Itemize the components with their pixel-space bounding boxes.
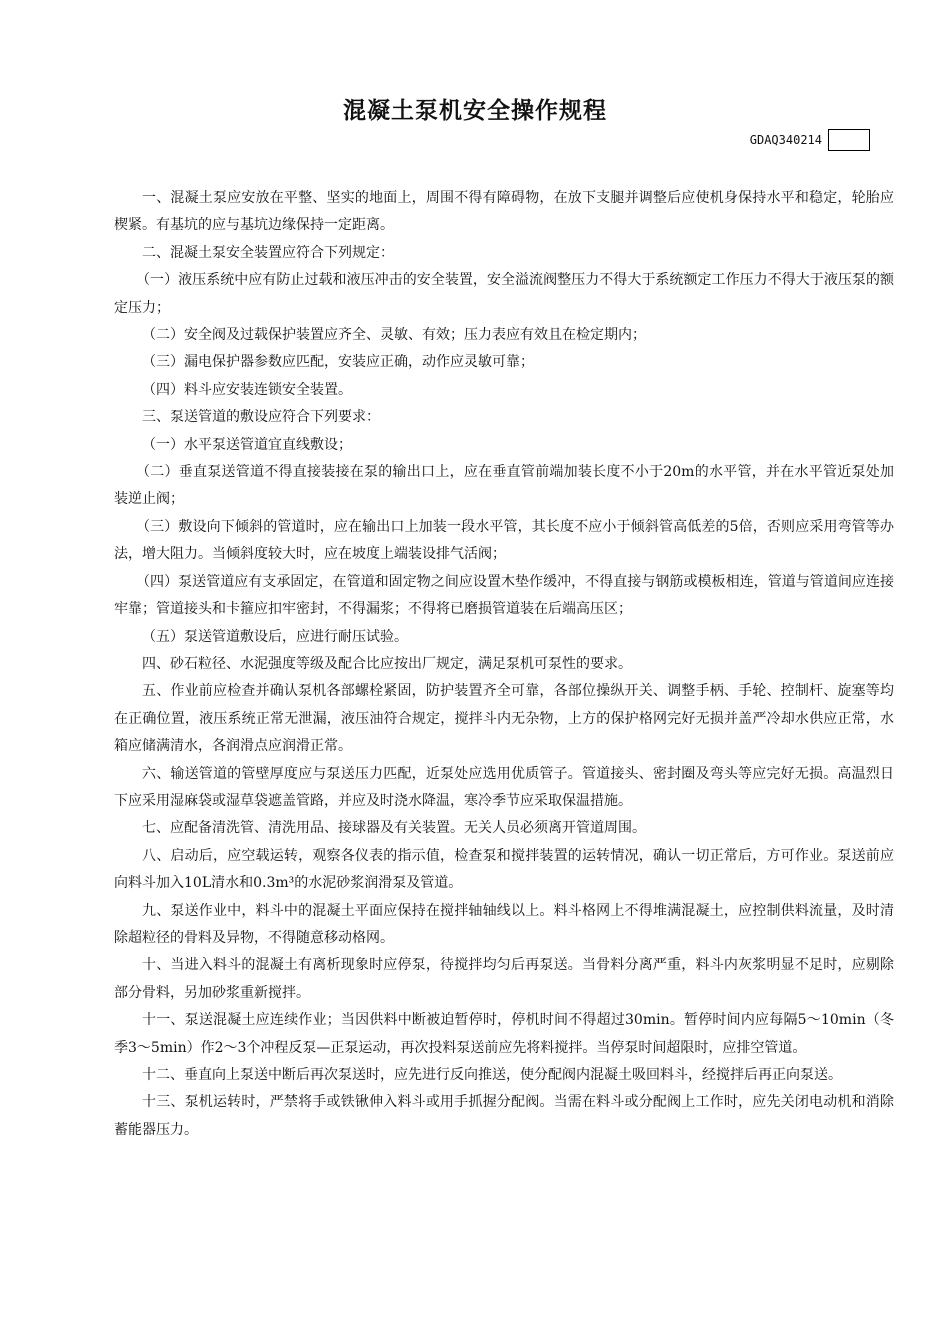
paragraph-6: （四）料斗应安装连锁安全装置。 (142, 381, 352, 398)
code-box (828, 129, 870, 151)
paragraph-13: 四、砂石粒径、水泥强度等级及配合比应按出厂规定，满足泵机可泵性的要求。 (142, 655, 632, 672)
paragraph-7: 三、泵送管道的敷设应符合下列要求： (142, 409, 380, 426)
paragraph-18: 九、泵送作业中，料斗中的混凝土平面应保持在搅拌轴轴线以上。料斗格网上不得堆满混凝土，应控制供料流量，及时清除超粒径的骨料及异物，不得随意移动格网。 (114, 902, 894, 946)
paragraph-16: 七、应配备清洗管、清洗用品、接球器及有关装置。无关人员必须离开管道周围。 (142, 820, 646, 837)
document-code-row (750, 129, 870, 151)
paragraph-8: （一）水平泵送管道宜直线敷设； (142, 436, 352, 453)
paragraph-10: （三）敷设向下倾斜的管道时，应在输出口上加装一段水平管，其长度不应小于倾斜管高低差的5倍，否则应采用弯管等办法，增大阻力。当倾斜度较大时，应在坡度上端装设排气活阀； (114, 518, 894, 563)
regulation-body (114, 185, 894, 1144)
paragraph-15: 六、输送管道的管壁厚度应与泵送压力匹配，近泵处应选用优质管子。管道接头、密封圈及弯头等应完好无损。高温烈日下应采用湿麻袋或湿草袋遮盖管路，并应及时浇水降温，寒冷季节应采取保温措施。 (114, 765, 894, 809)
paragraph-5: （三）漏电保护器参数应匹配，安装应正确，动作应灵敏可靠； (142, 354, 534, 371)
paragraph-20: 十一、泵送混凝土应连续作业；当因供料中断被迫暂停时，停机时间不得超过30min。暂停时间内应每隔5～10min（冬季3～5min）作2～3个冲程反泵—正泵运动，再次投料泵送前应先将料搅拌。当停泵时间超限时，应排空管道。 (114, 1012, 894, 1056)
paragraph-12: （五）泵送管道敷设后，应进行耐压试验。 (142, 628, 408, 645)
page-title: 混凝土泵机安全操作规程 (343, 98, 607, 124)
paragraph-4: （二）安全阀及过载保护装置应齐全、灵敏、有效；压力表应有效且在检定期内； (142, 327, 646, 344)
paragraph-11: （四）泵送管道应有支承固定，在管道和固定物之间应设置木垫作缓冲，不得直接与钢筋或模板相连，管道与管道间应连接牢靠；管道接头和卡箍应扣牢密封，不得漏浆；不得将已磨损管道装在后端高压区； (114, 573, 894, 618)
paragraph-21: 十二、垂直向上泵送中断后再次泵送时，应先进行反向推送，使分配阀内混凝土吸回料斗，经搅拌后再正向泵送。 (142, 1067, 842, 1083)
document-code: GDAQ340214 (749, 133, 822, 147)
paragraph-2: 二、混凝土泵安全装置应符合下列规定： (142, 244, 394, 261)
paragraph-3: （一）液压系统中应有防止过载和液压冲击的安全装置，安全溢流阀整压力不得大于系统额定工作压力不得大于液压泵的额定压力； (114, 272, 894, 316)
paragraph-19: 十、当进入料斗的混凝土有离析现象时应停泵，待搅拌均匀后再泵送。当骨料分离严重，料斗内灰浆明显不足时，应剔除部分骨料，另加砂浆重新搅拌。 (114, 957, 894, 1001)
paragraph-1: 一、混凝土泵应安放在平整、坚实的地面上，周围不得有障碍物，在放下支腿并调整后应使机身保持水平和稳定，轮胎应楔紧。有基坑的应与基坑边缘保持一定距离。 (114, 190, 894, 234)
paragraph-22: 十三、泵机运转时，严禁将手或铁锹伸入料斗或用手抓握分配阀。当需在料斗或分配阀上工作时，应先关闭电动机和消除蓄能器压力。 (114, 1094, 894, 1138)
paragraph-14: 五、作业前应检查并确认泵机各部螺栓紧固，防护装置齐全可靠，各部位操纵开关、调整手柄、手轮、控制杆、旋塞等均在正确位置，液压系统正常无泄漏，液压油符合规定，搅拌斗内无杂物，上方的保护格网完好无损并盖严冷却水供应正常，水箱应储满清水，各润滑点应润滑正常。 (114, 683, 894, 755)
paragraph-17: 八、启动后，应空载运转，观察各仪表的指示值，检查泵和搅拌装置的运转情况，确认一切正常后，方可作业。泵送前应向料斗加入10L清水和0.3m³的水泥砂浆润滑泵及管道。 (114, 847, 894, 892)
paragraph-9: （二）垂直泵送管道不得直接装接在泵的输出口上，应在垂直管前端加装长度不小于20m的水平管，并在水平管近泵处加装逆止阀； (114, 464, 894, 508)
